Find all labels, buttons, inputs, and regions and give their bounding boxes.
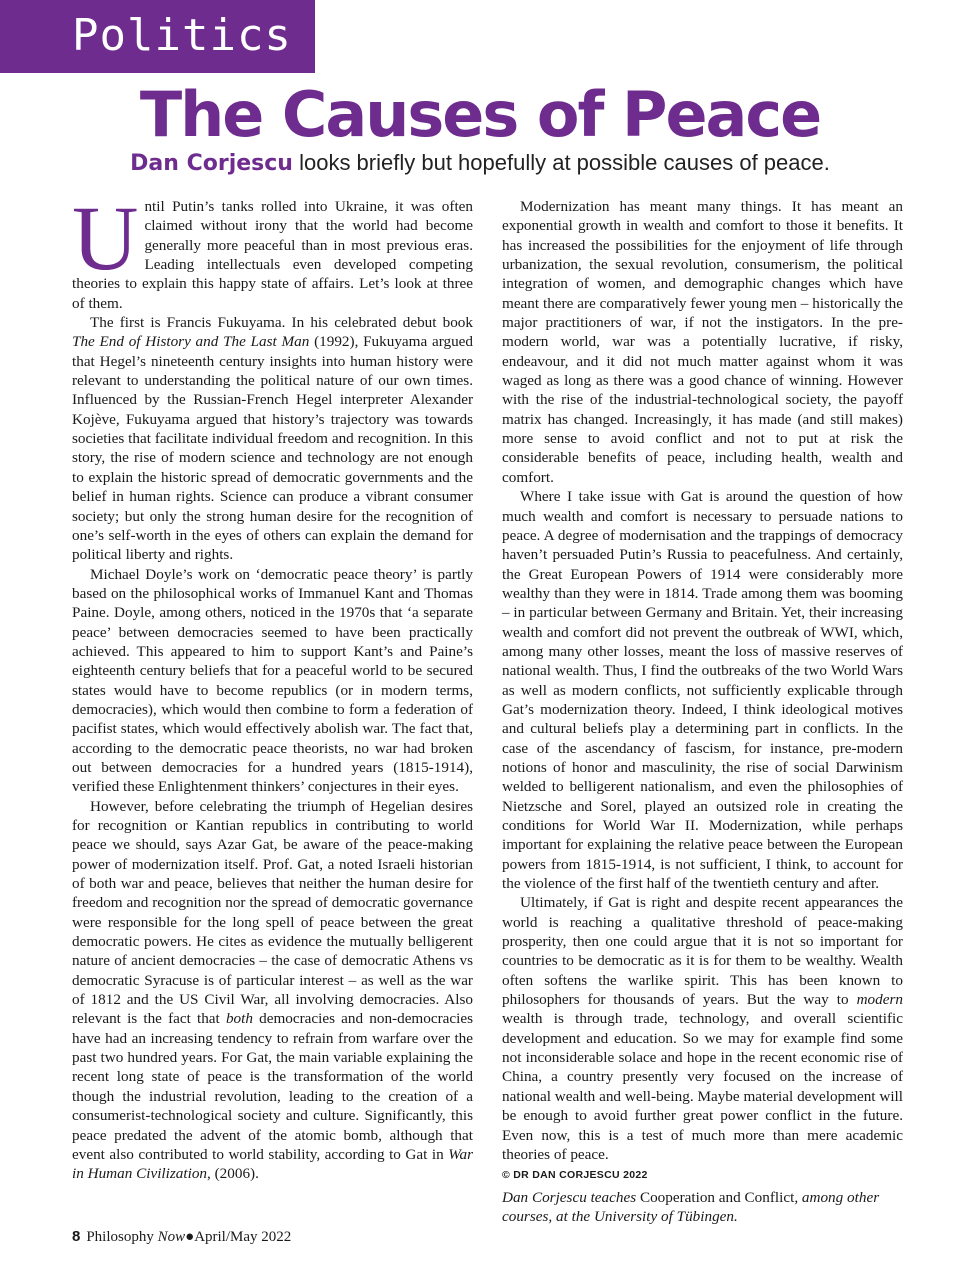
issue-date: April/May 2022 [194, 1229, 292, 1245]
paragraph: Where I take issue with Gat is around the question of how much wealth and comfort is necessary to persuade nations to peace. A degree of modernisation and the trappings of democracy haven’t persuaded Putin’s Russia to peacefulness. And certainly, the Great European Powers of 1914 were considerably more wealthy than they were in 1814. Trade among them was booming – in particular between Germany and Britain. Yet, their increasing wealth and comfort did not prevent the outbreak of WWI, which, among many other losses, meant the loss of massive reserves of national wealth. Thus, I find the outbreaks of the two World Wars as well as modern conflicts, not sufficiently explicable through Gat’s modernization theory. Indeed, I think ideological motives and cultural beliefs play a determining part in conflicts. In the case of the ascendancy of fascism, for instance, pre-modern notions of honor and masculinity, the rise of social Darwinism welded to belligerent nationalism, and even the philosophies of Nietzsche and Sorel, played an outsized role in creating the conditions for World War II. Modernization, while perhaps important for explaining the relative peace between the European powers from 1815-1914, is not sufficient, I think, to account for the violence of the first half of the twentieth century and after. [502, 488, 903, 893]
standfirst [0, 150, 960, 176]
paragraph: The first is Francis Fukuyama. In his celebrated debut book The End of History and The Last Man (1992), Fukuyama argued that Hegel’s nineteenth century insights into human history were relevant to understanding the political nature of our own times. Influenced by the Russian-French Hegel interpreter Alexander Kojève, Fukuyama argued that history’s trajectory was towards societies that facilitate individual freedom and recognition. In this story, the rise of modern science and technology are not enough to explain the historic spread of democratic governments and the belief in human rights. Science can produce a vibrant consumer society; but only the strong human desire for the recognition of one’s self-worth in the eyes of others can explain the demand for political liberty and rights. [72, 314, 473, 564]
section-tab [0, 0, 315, 73]
paragraph: Until Putin’s tanks rolled into Ukraine, it was often claimed without irony that the world had become generally more peaceful than in most previous eras. Leading intellectuals even developed competing theories to explain this happy state of affairs. Let’s look at three of them. [72, 187, 473, 312]
paragraph: Modernization has meant many things. It has meant an exponential growth in wealth and comfort to those it benefits. It has increased the possibilities for the enjoyment of life through urbanization, the sexual revolution, consumerism, the political integration of women, and demographic changes which have meant there are comparatively fewer young men – historically the major practitioners of war, if not the instigators. In the pre-modern world, war was a potentially lucrative, if risky, endeavour, and it did not much matter against whom it was waged as long as there was a good chance of winning. However with the rise of the industrial-technological society, the payoff matrix has changed. Increasingly, it has made (and still makes) more sense to avoid conflict and not to put at risk the considerable benefits of peace, including health, wealth and comfort. [502, 198, 903, 486]
article-title: The Causes of Peace [139, 78, 821, 151]
course-title: Cooperation and Conflict [639, 1188, 795, 1206]
right-column [502, 197, 903, 1226]
paragraph: Michael Doyle’s work on ‘democratic peace theory’ is partly based on the philosophical works of Immanuel Kant and Thomas Paine. Doyle, among others, noticed in the 1970s that ‘a separate peace’ between democracies seemed to have been practically achieved. This appeared to him to support Kant’s and Paine’s eighteenth century beliefs that for a peaceful world to be secured states would have to become republics (or in modern terms, democracies), which would then combine to form a federation of pacifist states, which would effectively abolish war. The fact that, according to the democratic peace theorists, no war had broken out between democracies for a hundred years (1815-1914), verified these Enlightenment thinkers’ conjectures in their eyes. [72, 565, 473, 796]
book-title: The End of History and The Last Man [72, 333, 310, 351]
left-column [72, 187, 473, 1184]
section-label: Politics [72, 10, 292, 61]
author-name: Dan Corjescu [130, 151, 293, 176]
author-bio: Dan Corjescu teaches Cooperation and Conflict, among other courses, at the University of Tübingen. [502, 1188, 880, 1225]
copyright-notice: © DR DAN CORJESCU 2022 [502, 1169, 648, 1182]
footer-separator: ● [185, 1229, 195, 1245]
page-number: 8 [72, 1228, 81, 1245]
paragraph: However, before celebrating the triumph of Hegelian desires for recognition or Kantian republics in contributing to world peace we should, says Azar Gat, be aware of the peace-making power of modernization itself. Prof. Gat, a noted Israeli historian of both war and peace, believes that neither the human desire for freedom and recognition nor the spread of democratic governance were responsible for the long spell of peace between the great democratic powers. He cites as evidence the mutually belligerent nature of ancient democracies – the case of democratic Athens vs democratic Syracuse is of particular interest – as well as the war of 1812 and the US Civil War, all involving democracies. Also relevant is the fact that both democracies and non-democracies have had an increasing tendency to refrain from warfare over the past two hundred years. For Gat, the main variable explaining the recent long state of peace is the transformation of the world though the industrial revolution, leading to the creation of a consumerist-technological society and culture. Significantly, this peace predated the advent of the atomic bomb, although that event also contributed to world stability, according to Gat in War in Human Civilization, (2006). [72, 797, 473, 1183]
emphasis: modern [856, 991, 903, 1009]
emphasis: both [225, 1010, 253, 1028]
book-title: War in Human Civilization [72, 1145, 473, 1183]
magazine-name-italic: Now [157, 1229, 186, 1245]
standfirst-text: looks briefly but hopefully at possible causes of peace. [292, 150, 830, 175]
drop-cap: U [72, 187, 139, 289]
paragraph: Ultimately, if Gat is right and despite recent appearances the world is reaching a qualitative threshold of peace-making prosperity, then one could argue that it is not so important for countries to be democratic as it is for them to be wealthy. Wealth often softens the warlike spirit. This has been known to philosophers for thousands of years. But the way to modern wealth is through trade, technology, and overall scientific development and education. So we may for example find some not inconsiderable solace and hope in the recent economic rise of China, a country presently very focused on the increase of national wealth and well-being. Maybe material development will be enough to avoid further great power conflict in the future. Even now, this is a test of much more than mere academic theories of peace. [502, 894, 903, 1163]
magazine-name: Philosophy [86, 1229, 158, 1245]
page-footer [72, 1228, 291, 1246]
